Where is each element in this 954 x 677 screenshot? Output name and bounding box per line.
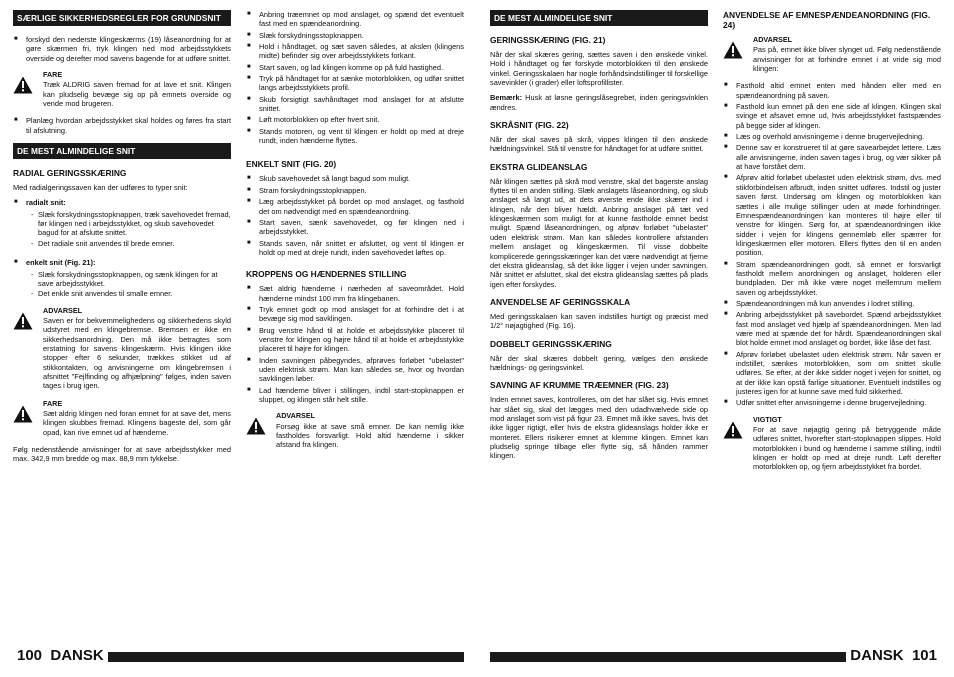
radial-label-list [13,198,231,207]
radial-snit-label: ■ radialt snit: [13,198,231,207]
list-item: ■ Fasthold kun emnet på den ene side af klingen. Klingen skal svinge et afsavet emne ud, hvis arbejdsstykket fastspændes på begge sider af klingen. [723,102,941,130]
list-item: ■ Udfør snittet efter anvisningerne i denne brugervejledning. [723,398,941,407]
list-item: ■ Skub forsigtigt savhåndtaget mod anslaget for at afslutte snittet. [246,95,464,114]
list-item: ■ Sæt aldrig hænderne i nærheden af saveområdet. Hold hænderne mindst 100 mm fra klingebanen. [246,284,464,303]
warning-note-4 [246,411,464,449]
warning-triangle-icon [13,312,33,330]
dobbelt-heading: DOBBELT GERINGSSKÆRING [490,338,612,349]
geringsskaering-heading: GERINGSSKÆRING (FIG. 21) [490,35,606,45]
note-text: For at save nøjagtig gering på betryggende måde udføres snittet, hvorefter start-stopknappen slippes. Hold motorblokken i bund og hænderne i samme stilling, indtil klingen er holdt op med at dreje rundt. Løft derefter motorblokken op, og fjern arbejdsstykket fra bordet. [753,425,941,472]
list-item: ■ Anbring træemnet op mod anslaget, og spænd det eventuelt fast med en spændeanordning. [246,10,464,29]
right-page [477,0,954,677]
list-item: ■ Læs og overhold anvisningerne i denne brugervejledning. [723,132,941,141]
closing-paragraph: Følg nedenstående anvisninger for at save arbejdsstykker med max. 342,9 mm bredde og max. 88,9 mm tykkelse. [13,445,231,464]
warning-triangle-icon [246,417,266,435]
list-item: ■ Planlæg hvordan arbejdsstykket skal holdes og føres fra start til afslutning. [13,116,231,135]
list-item: ■ Tryk på håndtaget for at sænke motorblokken, og udfør snittet langs arbejdsstykkets profil. [246,74,464,93]
warning-triangle-icon [723,421,743,439]
list-item: ■ Start saven, sænk savehovedet, og før klingen ned i arbejdsstykket. [246,218,464,237]
note-text: Pas på, emnet ikke bliver slynget ud. Følg nedenstående anvisninger for at forhindre emnet i at vride sig mod klingen: [753,45,941,74]
list-item: ■ Anbring arbejdsstykket på savebordet. Spænd arbejdsstykket fast mod anslaget ved hjælp af spændeanordningen. Men lad være med at spænde det for hårdt. Spændeanordningen skal blot holde emnet mod anslaget og bordet, ikke låse det fast. [723,310,941,347]
note-title: ADVARSEL [753,35,793,44]
danger-note-1 [13,70,231,108]
list-item: ■ Tryk emnet godt op mod anslaget for at forhindre det i at bevæge sig mod savklingen. [246,305,464,324]
skraasnit-text: Når der skal saves på skrå, vippes klingen til den ønskede hældningsvinkel. Stå til venstre for håndtaget for at udføre snittet. [490,135,708,154]
list-item: ■ Afprøv altid forløbet ubelastet uden elektrisk strøm, dvs. med stikforbindelsen afbrudt, inden snittet udføres. Indstil og juster saven først. Undersøg om klingen og motorblokken kan sættes i alle mulige stillinger uden at møde forhindringer. Emnespændeanordningen kan monteres til højre eller til venstre for klingen. Sørg for, at spændeanordningen ikke sidder i vejen for klingens gennemløb eller spærrer for klingeskærmen eller motoren. Ellers flyttes den til en anden position. [723,173,941,257]
list-item: ■ Denne sav er konstrueret til at gøre savearbejdet lettere. Læs alle anvisningerne, inden saven tages i brug, og vær sikker på at have forstået dem. [723,143,941,171]
enkelt-label-list [13,258,231,267]
list-item: ■ Løft motorblokken op efter hvert snit. [246,115,464,124]
list-item: ■ Lad hænderne bliver i stillingen, indtil start-stopknappen er sluppet, og klingen står helt stille. [246,386,464,405]
note-title: VIGTIGT [753,414,782,424]
note-text: Træk ALDRIG saven fremad for at lave et snit. Klingen kan pludselig bevæge sig op på emnets overside og vende mod brugeren. [43,80,231,109]
skraasnit-heading: SKRÅSNIT (FIG. 22) [490,120,569,131]
warning-note-5 [723,35,941,73]
procedure-bullets-1 [246,10,464,145]
warning-triangle-icon [13,405,33,423]
warning-triangle-icon [723,41,743,59]
procedure-bullets-3 [246,284,464,404]
list-item: ■ Læg arbejdsstykket på bordet op mod anslaget, og fasthold det om nødvendigt med en spændeanordning. [246,197,464,216]
list-item: - Det radiale snit anvendes til brede emner. [31,239,231,248]
spaendeanordning-bullets [723,81,941,407]
list-item: - Slæk forskydningsstopknappen, og sænk klingen for at save arbejdsstykket. [31,270,231,289]
radial-heading: RADIAL GERINGSSKÆRING [13,168,127,179]
list-item: ■ Stram forskydningsstopknappen. [246,186,464,195]
warning-triangle-icon [13,76,33,94]
list-item: ■ Fasthold altid emnet enten med hånden eller med en spændeanordning på saven. [723,81,941,100]
glideanslag-text: Når klingen sættes på skrå mod venstre, skal det bagerste anslag flyttes til en anden stilling. Slæk anslagets låseanordning, og skub anslaget så langt ud, at dets øverste ende ikke skærer ind i klingen, når den bliver hældt. Anbring anslaget på tæt ved klingeskærmen som muligt for at kunne fastholde emnet bedst muligt. Spænd låseanordningen, og afprøv forløbet "ubelastet" uden elektrisk strøm. Man kan således kontrollere afstanden mellem anslaget og klingeskærmen. Til visse dobbelte komplicerede geringsskæringer kan det være nødvendigt at fjerne det ekstra glideanslag, så det ikke ligger i vejen under savningen. Når snittet er afsluttet, skal det ekstra glideanslag sættes på plads igen efter forskydes. [490,176,708,289]
left-column-1 [13,10,231,470]
note-text: Saven er for bekvemmelighedens og sikkerhedens skyld udstyret med en klingebremse. Bremsen er ikke en sikkerhedsanordning. Den må ikke betragtes som erstatning for savens klingeskærm. Hvis klingen ikke stopper efter 6 sekunder, trækkes stikket ud af stikkontakten, og anvisningerne om klingebremsen i afsnittet "Fejlfinding og afhjælpning" følges, inden saven tages i brug igen. [43,315,231,391]
note-title: ADVARSEL [43,305,83,315]
note-title: FARE [43,70,63,80]
bemaerk-paragraph: Bemærk: Husk at løsne geringslåsegrebet, inden geringsvinklen ændres. [490,93,708,112]
safety-rules-header: SÆRLIGE SIKKERHEDSREGLER FOR GRUNDSNIT [13,10,231,26]
note-title: FARE [43,398,63,408]
enkelt-snit-items [31,270,231,299]
skala-text: Med geringsskalaen kan saven indstilles hurtigt og præcist med 1/2° nøjagtighed (Fig. 16). [490,311,708,331]
list-item: ■ Stands saven, når snittet er afsluttet, og vent til klingen er holdt op med at dreje rundt, inden savehovedet løftes op. [246,239,464,258]
list-item: ■ Inden savningen påbegyndes, afprøves forløbet "ubelastet" uden elektrisk strøm. Man kan således se, hvor og hvordan savklingen løber. [246,356,464,384]
list-item: - Slæk forskydningsstopknappen, træk savehovedet fremad, før klingen ned i arbejdsstykket, og skub savehovedet bagud for at afslutte snittet. [31,210,231,238]
radial-intro: Med radialgeringssaven kan der udføres to typer snit: [13,183,188,193]
danger-note-3 [13,399,231,437]
radial-snit-items [31,210,231,248]
kroppens-heading: KROPPENS OG HÆNDERNES STILLING [246,269,407,280]
dobbelt-text: Når der skal skæres dobbelt gering, vælges den ønskede hældnings- og geringsvinkel. [490,353,708,372]
list-item: ■ Skub savehovedet så langt bagud som muligt. [246,174,464,183]
left-column-2 [246,10,464,458]
list-item: ■ Brug venstre hånd til at holde et arbejdsstykke placeret til venstre for klingen og højre hånd til at holde et arbejdsstykke placeret til højre for klingen. [246,326,464,354]
list-item: ■ Hold i håndtaget, og sæt saven således, at akslen (klingens midte) befinder sig over arbejdsstykkets forkant. [246,42,464,61]
list-item: ■ Stands motoren, og vent til klingen er holdt op med at dreje rundt, inden hænderne flyttes. [246,127,464,146]
krumme-text: Inden emnet saves, kontrolleres, om det har slået sig. Hvis emnet har slået sig, skal det lægges med den udadhvælvede side op mod anslaget som vist på figur 23. Emnet må ikke saves, hvis det ikke ligger rigtigt, eller hvis de ekstra glideanslags holder ikke er monteret. Ellers risikerer emnet at klemme klingen. Emnet kan pludselig springe tilbage eller flytte sig, så hånden rammer klingen. [490,395,708,461]
common-cuts-header: DE MEST ALMINDELIGE SNIT [13,143,231,159]
procedure-bullets-2 [246,174,464,257]
safety-bullets-2 [13,116,231,135]
right-column-1 [490,10,708,467]
spaendeanordning-heading: ANVENDELSE AF EMNESPÆNDEANORDNING (FIG. 24) [723,10,931,30]
enkelt-snit-label: ■ enkelt snit (Fig. 21): [13,258,231,267]
list-item: ■ Start saven, og lad klingen komme op på fuld hastighed. [246,63,464,72]
list-item: ■ Spændeanordningen må kun anvendes i lodret stilling. [723,299,941,308]
right-column-2 [723,10,941,480]
enkelt-snit-heading: ENKELT SNIT (FIG. 20) [246,159,337,170]
page-number-left: 100 DANSK [13,647,108,664]
krumme-heading: SAVNING AF KRUMME TRÆEMNER (FIG. 23) [490,380,669,391]
note-title: ADVARSEL [276,411,316,421]
list-item: ■ Stram spændeanordningen godt, så emnet er forsvarligt fastholdt mellem anordningen og anslaget, holderen eller bundpladen. Der må ikke være noget mellemrum mellem saven og arbejdsstykket. [723,260,941,297]
note-text: Sæt aldrig klingen ned foran emnet for at save det, mens klingen skubbes fremad. Klingens bageste del, som går opad, kan rive emnet ud af hænderne. [43,408,231,437]
page-number-right: DANSK 101 [846,647,941,664]
safety-bullets-1 [13,35,231,63]
list-item: - Det enkle snit anvendes til smalle emner. [31,289,231,298]
list-item: ■ Slæk forskydningsstopknappen. [246,31,464,40]
list-item: ■ forskyd den nederste klingeskærms (19) låseanordning for at gøre skærmen fri, tryk klingen ned mod arbejdsstykkets overside og derefter mod savens bagende for at udføre snittet. [13,35,231,63]
common-cuts-header-right: DE MEST ALMINDELIGE SNIT [490,10,708,26]
list-item: ■ Afprøv forløbet ubelastet uden elektrisk strøm. Når saven er indstillet, sænkes motorblokken, som om snittet skulle udføres. Se efter, at der ikke sidder noget i vejen for snittet, og at der ikke kan opstå farlige situationer. Eventuelt indstilles og justeres igen for at kunne save med fuld sikkerhed. [723,350,941,397]
glideanslag-heading: EKSTRA GLIDEANSLAG [490,161,588,172]
important-note [723,415,941,472]
warning-note-2 [13,306,231,391]
left-footer [13,647,463,664]
note-text: Forsøg ikke at save små emner. De kan nemlig ikke fastholdes forsvarligt. Hold altid hænderne i sikker afstand fra klingen. [276,421,464,450]
skala-heading: ANVENDELSE AF GERINGSSKALA [490,296,631,307]
right-footer [490,647,940,664]
geringsskaering-text: Når der skal skæres gering, sættes saven i den ønskede vinkel. Hold i håndtaget og før forskyde motorblokken til den ønskede vinkel. Geringsskalaen har nogle forhåndsindstillinger til forskellige savevinkler (i grader) eller loftsprofillister. [490,50,708,88]
